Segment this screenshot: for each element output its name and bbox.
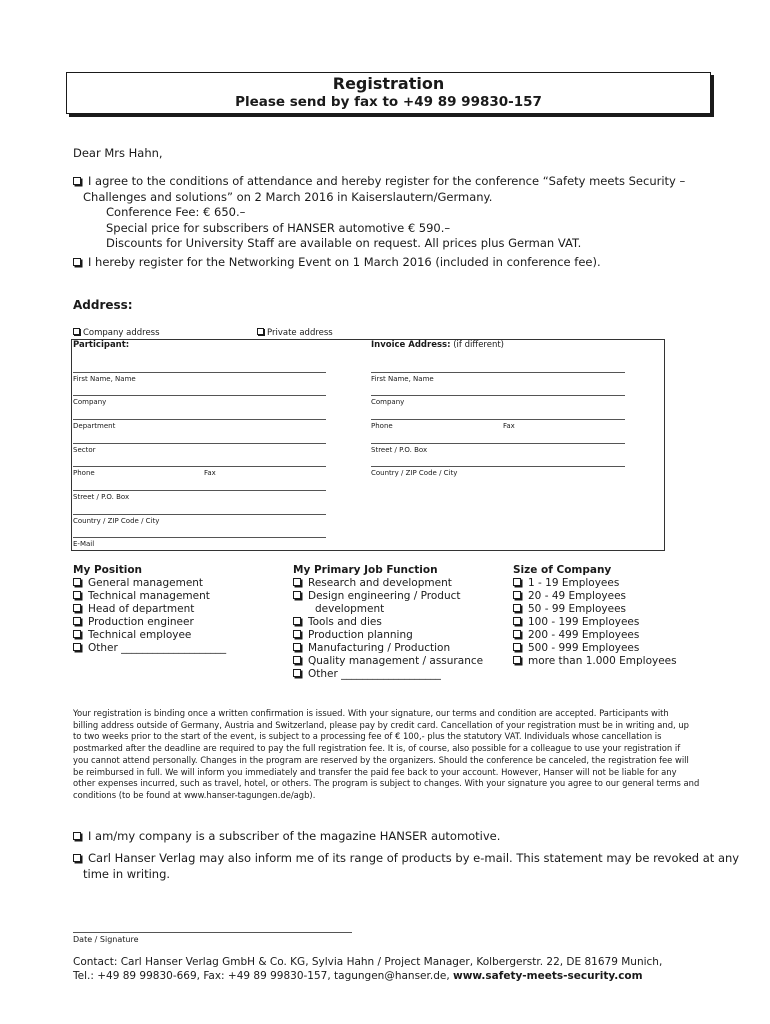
company-size-checkbox[interactable] <box>513 604 521 612</box>
contact-info <box>73 955 662 983</box>
address-form <box>71 339 665 551</box>
participant-company-field[interactable] <box>73 395 326 396</box>
contact-line-1: Contact: Carl Hanser Verlag GmbH & Co. KG, Sylvia Hahn / Project Manager, Kolbergerstr. 22, DE 81679 Munich, <box>73 956 663 968</box>
terms-line: Your registration is binding once a written confirmation is issued. With your signature, our terms and condition are accepted. Participants with <box>73 708 669 718</box>
company-size-item[interactable]: more than 1.000 Employees <box>513 655 677 668</box>
job-function-item[interactable]: Research and development <box>293 577 483 590</box>
job-function-item[interactable]: Design engineering / Product <box>293 590 483 603</box>
company-size-checkbox[interactable] <box>513 617 521 625</box>
company-size-item[interactable]: 50 - 99 Employees <box>513 603 677 616</box>
invoice-fax-label: Fax <box>503 422 515 430</box>
job-function-item[interactable]: Tools and dies <box>293 616 483 629</box>
position-checkbox[interactable] <box>73 578 81 586</box>
salutation: Dear Mrs Hahn, <box>73 146 163 160</box>
company-size-item[interactable]: 20 - 49 Employees <box>513 590 677 603</box>
invoice-company-field[interactable] <box>371 395 625 396</box>
position-item[interactable]: Technical employee <box>73 629 226 642</box>
participant-phone-label: Phone <box>73 469 95 477</box>
signature-field[interactable] <box>73 932 352 933</box>
invoice-city-field[interactable] <box>371 466 625 467</box>
discounts-note: Discounts for University Staff are available on request. All prices plus German VAT. <box>106 236 582 250</box>
job-function-checkbox[interactable] <box>293 591 301 599</box>
job-function-heading: My Primary Job Function <box>293 564 438 576</box>
position-item[interactable]: Technical management <box>73 590 226 603</box>
participant-sector-label: Sector <box>73 446 96 454</box>
invoice-name-field[interactable] <box>371 372 625 373</box>
job-function-checkbox[interactable] <box>293 617 301 625</box>
subscriber-label: I am/my company is a subscriber of the magazine HANSER automotive. <box>88 829 501 843</box>
company-size-checkbox[interactable] <box>513 578 521 586</box>
private-address-label: Private address <box>267 328 333 338</box>
terms-line: other expenses incurred, such as travel, hotel, or others. The program is subject to changes. With your signature you agree to our general terms and <box>73 778 700 789</box>
signature-label: Date / Signature <box>73 935 139 944</box>
invoice-phone-label: Phone <box>371 422 393 430</box>
participant-name-field[interactable] <box>73 372 326 373</box>
invoice-heading <box>371 340 504 350</box>
position-checkbox[interactable] <box>73 591 81 599</box>
invoice-phone-field[interactable] <box>371 419 625 420</box>
company-size-item[interactable]: 500 - 999 Employees <box>513 642 677 655</box>
participant-street-field[interactable] <box>73 490 326 491</box>
terms-line: conditions (to be found at www.hanser-tagungen.de/agb). <box>73 789 316 800</box>
job-function-checkbox[interactable] <box>293 578 301 586</box>
participant-street-label: Street / P.O. Box <box>73 493 130 501</box>
job-function-item[interactable]: Quality management / assurance <box>293 655 483 668</box>
participant-sector-field[interactable] <box>73 443 326 444</box>
consent-option[interactable] <box>73 851 740 882</box>
company-size-checkbox[interactable] <box>513 643 521 651</box>
position-item[interactable]: General management <box>73 577 226 590</box>
position-item-other[interactable]: Other ____________________ <box>73 642 226 655</box>
job-function-checkbox[interactable] <box>293 630 301 638</box>
position-heading: My Position <box>73 564 143 576</box>
terms-line: to two weeks prior to the start of the event, is subject to a processing fee of € 100,- plus the statutory VAT. Individuals whose cancellation is <box>73 731 662 742</box>
position-checkbox[interactable] <box>73 617 81 625</box>
terms-line: be reimbursed in full. We will inform you immediately and transfer the paid fee back to your account. However, Hanser will not be liable for any <box>73 766 677 777</box>
participant-company-label: Company <box>73 398 107 406</box>
participant-department-field[interactable] <box>73 419 326 420</box>
invoice-street-label: Street / P.O. Box <box>371 446 428 454</box>
terms-line: you cannot attend personally. Changes in the program are reserved by the organizers. Should the conference be canceled, the registration fee will <box>73 754 689 765</box>
company-address-label: Company address <box>83 328 160 338</box>
participant-phone-field[interactable] <box>73 466 326 467</box>
consent-checkbox[interactable] <box>73 854 81 862</box>
conference-registration <box>73 174 713 270</box>
participant-name-label: First Name, Name <box>73 375 136 383</box>
company-size-item[interactable]: 100 - 199 Employees <box>513 616 677 629</box>
company-size-checkbox[interactable] <box>513 656 521 664</box>
header-box <box>66 72 711 114</box>
participant-department-label: Department <box>73 422 116 430</box>
job-function-section <box>293 564 483 681</box>
registration-line-2: Challenges and solutions” on 2 March 2016 in Kaiserslautern/Germany. <box>83 189 493 204</box>
special-price: Special price for subscribers of HANSER automotive € 590.– <box>106 220 451 235</box>
company-size-heading: Size of Company <box>513 564 612 576</box>
position-item[interactable]: Production engineer <box>73 616 226 629</box>
invoice-city-label: Country / ZIP Code / City <box>371 469 458 477</box>
participant-city-field[interactable] <box>73 514 326 515</box>
subscriber-checkbox[interactable] <box>73 832 81 840</box>
terms-line: postmarked after the deadline are required to pay the full registration fee. It is, of course, also possible for a colleague to use your registration if <box>73 743 681 754</box>
invoice-company-label: Company <box>371 398 405 406</box>
job-function-item-other[interactable]: Other ___________________ <box>293 668 483 681</box>
company-size-checkbox[interactable] <box>513 591 521 599</box>
company-size-item[interactable]: 1 - 19 Employees <box>513 577 677 590</box>
networking-checkbox[interactable] <box>73 258 81 266</box>
position-checkbox[interactable] <box>73 643 81 651</box>
position-item[interactable]: Head of department <box>73 603 226 616</box>
company-address-checkbox[interactable] <box>73 328 80 335</box>
consent-line-1: Carl Hanser Verlag may also inform me of its range of products by e-mail. This statement may be revoked at any <box>88 851 740 865</box>
participant-city-label: Country / ZIP Code / City <box>73 517 160 525</box>
invoice-name-label: First Name, Name <box>371 375 434 383</box>
conference-checkbox[interactable] <box>73 177 81 185</box>
position-section <box>73 564 226 655</box>
invoice-heading-label: Invoice Address: <box>371 340 451 350</box>
consent-line-2: time in writing. <box>83 866 171 881</box>
website-link[interactable]: www.safety-meets-security.com <box>453 970 643 982</box>
participant-fax-label: Fax <box>204 469 216 477</box>
private-address-option[interactable] <box>257 328 333 338</box>
registration-line-1: I agree to the conditions of attendance and hereby register for the conference “Safety meets Security – <box>88 174 686 188</box>
job-function-item-cont: development <box>315 603 385 615</box>
job-function-item[interactable]: Manufacturing / Production <box>293 642 483 655</box>
networking-line: I hereby register for the Networking Event on 1 March 2016 (included in conference fee). <box>88 254 601 269</box>
participant-heading: Participant: <box>73 340 130 350</box>
private-address-checkbox[interactable] <box>257 328 264 335</box>
participant-email-label: E-Mail <box>73 540 95 548</box>
fax-instruction: Please send by fax to +49 89 99830-157 <box>235 94 542 110</box>
job-function-checkbox[interactable] <box>293 669 301 677</box>
position-checkbox[interactable] <box>73 630 81 638</box>
company-size-item[interactable]: 200 - 499 Employees <box>513 629 677 642</box>
invoice-note: (if different) <box>453 340 504 350</box>
job-function-checkbox[interactable] <box>293 643 301 651</box>
terms-line: billing address outside of Germany, Austria and Switzerland, please pay by credit card. Cancellation of your registration must be in writing and, up <box>73 719 689 730</box>
company-address-option[interactable] <box>73 328 160 338</box>
subscriber-option[interactable] <box>73 829 500 845</box>
company-size-section <box>513 564 677 668</box>
position-checkbox[interactable] <box>73 604 81 612</box>
company-size-checkbox[interactable] <box>513 630 521 638</box>
contact-line-2: Tel.: +49 89 99830-669, Fax: +49 89 99830-157, tagungen@hanser.de, <box>73 970 453 982</box>
job-function-checkbox[interactable] <box>293 656 301 664</box>
terms-paragraph <box>73 708 705 802</box>
conference-fee: Conference Fee: € 650.– <box>106 205 246 219</box>
participant-email-field[interactable] <box>73 537 326 538</box>
job-function-item[interactable]: Production planning <box>293 629 483 642</box>
address-heading: Address: <box>73 298 133 312</box>
page-title: Registration <box>332 74 445 93</box>
invoice-street-field[interactable] <box>371 443 625 444</box>
